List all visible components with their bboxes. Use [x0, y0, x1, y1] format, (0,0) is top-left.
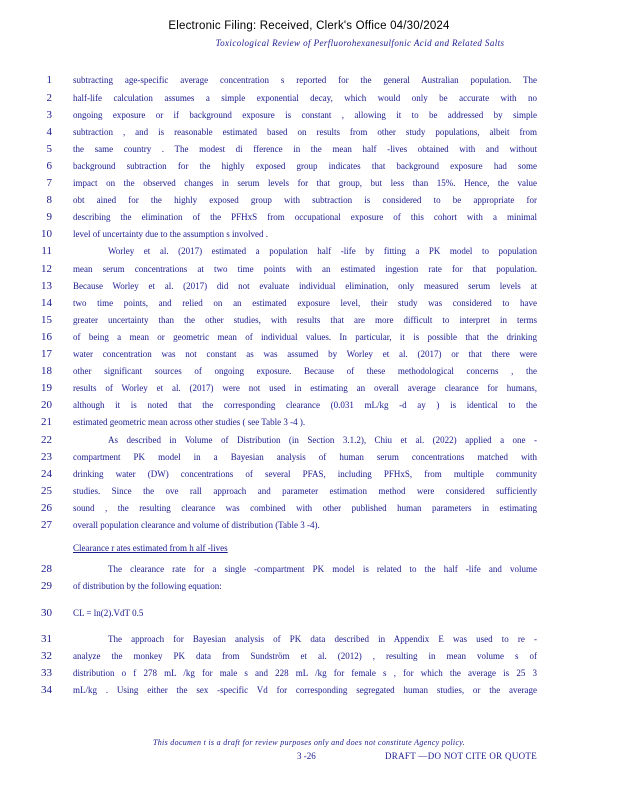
- text-line: [0, 142, 618, 156]
- text-line: [0, 73, 618, 87]
- line-text: of distribution by the following equation:: [73, 581, 222, 591]
- line-text: estimated geometric mean across other studies ( see Table 3 -4 ).: [73, 417, 306, 427]
- text-line: [0, 176, 618, 190]
- line-text: half-life calculation assumes a simple exponential decay, which would only be accurate with no: [73, 93, 537, 103]
- line-text: Worley et al. (2017) estimated a population half -life by fitting a PK model to population: [108, 246, 537, 256]
- line-text: two time points, and relied on an estimated exposure level, their study was considered to have: [73, 298, 537, 308]
- text-line: [0, 364, 618, 378]
- text-line: [0, 518, 618, 532]
- line-number: 27: [41, 519, 52, 531]
- line-text: studies. Since the ove rall approach and parameter estimation method were considered sufficiently: [73, 486, 537, 496]
- line-text: water concentration was not constant as was assumed by Worley et al. (2017) or that there were: [73, 349, 537, 359]
- line-number: 33: [41, 667, 52, 679]
- line-text: subtraction , and is reasonable estimated based on results from other study populations, albeit from: [73, 127, 537, 137]
- text-line: [0, 467, 618, 481]
- text-line: [0, 683, 618, 697]
- text-line: [0, 227, 618, 241]
- line-number: 12: [41, 263, 52, 275]
- text-line: [0, 484, 618, 498]
- text-line: [0, 296, 618, 310]
- line-text: overall population clearance and volume of distribution (Table 3 -4).: [73, 520, 320, 530]
- text-line: [0, 262, 618, 276]
- line-number: 11: [41, 245, 52, 257]
- text-line: [0, 313, 618, 327]
- draft-notice: DRAFT —DO NOT CITE OR QUOTE: [385, 751, 538, 761]
- line-number: 5: [46, 143, 52, 155]
- line-number: 32: [41, 650, 52, 662]
- line-number: 10: [41, 228, 52, 240]
- line-number: 6: [46, 160, 52, 172]
- line-text: impact on the observed changes in serum levels for that group, but less than 15%. Hence, the value: [73, 178, 537, 188]
- text-line: [0, 398, 618, 412]
- line-number: 15: [41, 314, 52, 326]
- line-text: analyze the monkey PK data from Sundström et al. (2012) , resulting in mean volume s of: [73, 651, 537, 661]
- text-line: [0, 108, 618, 122]
- draft-disclaimer: This documen t is a draft for review purposes only and does not constitute Agency policy.: [153, 738, 465, 747]
- line-text: other significant sources of ongoing exposure. Because of these methodological concerns , the: [73, 366, 537, 376]
- line-number: 34: [41, 684, 52, 696]
- text-line: [0, 347, 618, 361]
- line-number: 19: [41, 382, 52, 394]
- text-line: [0, 415, 618, 429]
- line-text: obt ained for the highly exposed group with subtraction is considered to be appropriate for: [73, 195, 537, 205]
- line-number: 13: [41, 280, 52, 292]
- text-line: [0, 666, 618, 680]
- text-line: [0, 125, 618, 139]
- line-number: 9: [46, 211, 52, 223]
- text-line: [0, 450, 618, 464]
- section-heading: Clearance r ates estimated from h alf -lives: [73, 543, 228, 553]
- filing-stamp: Electronic Filing: Received, Clerk's Office 04/30/2024: [168, 20, 450, 32]
- line-number: 17: [41, 348, 52, 360]
- line-number: 23: [41, 451, 52, 463]
- line-number: 30: [41, 607, 52, 619]
- line-text: CL = ln(2).VdT 0.5: [73, 608, 144, 618]
- line-number: 1: [46, 74, 52, 86]
- line-number: 26: [41, 502, 52, 514]
- line-number: 28: [41, 563, 52, 575]
- line-text: subtracting age-specific average concentration s reported for the general Australian population. The: [73, 75, 537, 85]
- line-text: greater uncertainty than the other studies, with results that are more difficult to interpret in terms: [73, 315, 537, 325]
- text-line: [0, 433, 618, 447]
- line-number: 25: [41, 485, 52, 497]
- line-text: compartment PK model in a Bayesian analysis of human serum concentrations matched with: [73, 452, 537, 462]
- line-number: 29: [41, 580, 52, 592]
- text-line: [0, 649, 618, 663]
- line-text: mean serum concentrations at two time points with an estimated ingestion rate for that population.: [73, 264, 537, 274]
- line-text: The clearance rate for a single -compartment PK model is related to the half -life and volume: [108, 564, 537, 574]
- line-text: level of uncertainty due to the assumption s involved .: [73, 229, 268, 239]
- text-line: [0, 210, 618, 224]
- line-text: mL/kg . Using either the sex -specific Vd for corresponding segregated human studies, or the average: [73, 685, 537, 695]
- text-line: [0, 579, 618, 593]
- line-text: results of Worley et al. (2017) were not used in estimating an overall average clearance for humans,: [73, 383, 537, 393]
- line-text: drinking water (DW) concentrations of several PFAS, including PFHxS, from multiple community: [73, 469, 537, 479]
- line-number: 3: [46, 109, 52, 121]
- line-number: 20: [41, 399, 52, 411]
- line-number: 2: [46, 92, 52, 104]
- line-text: the same country . The modest di fference in the mean half -lives obtained with and without: [73, 144, 537, 154]
- document-running-title: Toxicological Review of Perfluorohexanesulfonic Acid and Related Salts: [215, 38, 505, 48]
- text-line: [0, 330, 618, 344]
- line-number: 7: [46, 177, 52, 189]
- line-text: sound , the resulting clearance was combined with other published human parameters in estimating: [73, 503, 537, 513]
- text-line: [0, 606, 618, 620]
- line-number: 8: [46, 194, 52, 206]
- line-text: describing the elimination of the PFHxS from occupational exposure of this cohort with a minimal: [73, 212, 537, 222]
- line-number: 4: [46, 126, 52, 138]
- line-number: 16: [41, 331, 52, 343]
- line-text: The approach for Bayesian analysis of PK data described in Appendix E was used to re -: [108, 634, 537, 644]
- line-text: Because Worley et al. (2017) did not evaluate individual elimination, only measured serum levels at: [73, 281, 537, 291]
- line-text: background subtraction for the highly exposed group indicates that background exposure had some: [73, 161, 537, 171]
- page-number: 3 -26: [297, 751, 316, 761]
- line-text: although it is noted that the corresponding clearance (0.031 mL/kg -d ay ) is identical to the: [73, 400, 537, 410]
- text-line: [0, 501, 618, 515]
- line-number: 18: [41, 365, 52, 377]
- text-line: [0, 279, 618, 293]
- text-line: [0, 562, 618, 576]
- text-line: [0, 244, 618, 258]
- line-text: As described in Volume of Distribution (in Section 3.1.2), Chiu et al. (2022) applied a one -: [108, 435, 537, 445]
- line-number: 24: [41, 468, 52, 480]
- text-line: [0, 632, 618, 646]
- line-number: 31: [41, 633, 52, 645]
- text-line: [0, 159, 618, 173]
- line-text: ongoing exposure or if background exposure is constant , allowing it to be addressed by simple: [73, 110, 537, 120]
- text-line: [0, 91, 618, 105]
- text-line: [0, 193, 618, 207]
- line-text: distribution o f 278 mL /kg for male s and 228 mL /kg for female s , for which the average is 25 3: [73, 668, 537, 678]
- line-number: 14: [41, 297, 52, 309]
- line-text: of being a mean or geometric mean of individual values. In particular, it is possible that the drinking: [73, 332, 537, 342]
- line-number: 21: [41, 416, 52, 428]
- line-number: 22: [41, 434, 52, 446]
- text-line: [0, 381, 618, 395]
